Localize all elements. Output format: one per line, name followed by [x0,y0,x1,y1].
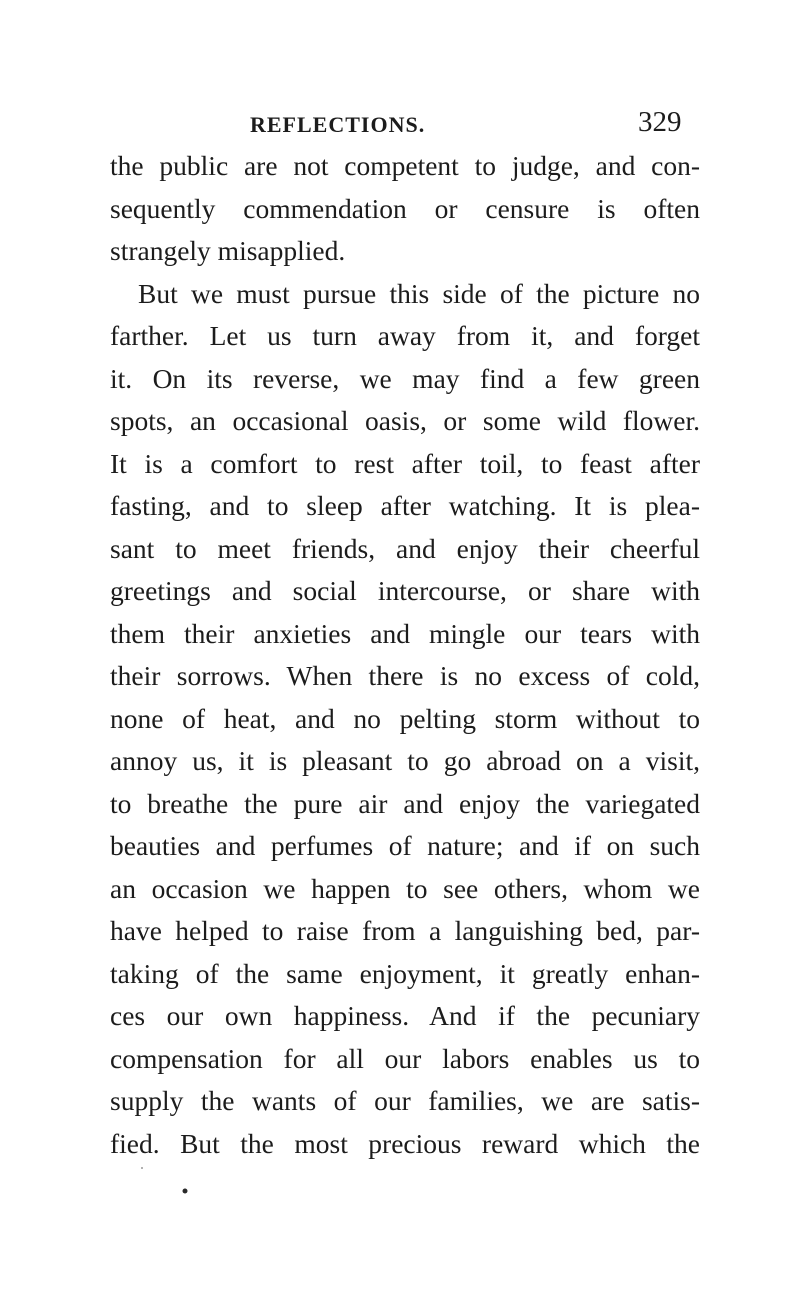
text-line: It is a comfort to rest after toil, to feast after [110,447,700,479]
text-line: beauties and perfumes of nature; and if on such [110,830,700,861]
text-line: them their anxieties and mingle our tears with [110,617,700,649]
text-line: strangely misapplied. [110,235,346,266]
text-line: spots, an occasional oasis, or some wild flower. [110,405,700,436]
text-line: to breathe the pure air and enjoy the variegated [110,787,700,819]
text-line: farther. Let us turn away from it, and forget [110,320,700,351]
text-line: compensation for all our labors enables us to [110,1042,700,1074]
ink-speck [141,1167,143,1169]
text-line: their sorrows. When there is no excess of cold, [110,660,700,691]
text-line: have helped to raise from a languishing bed, par- [110,915,700,946]
text-line: ces our own happiness. And if the pecuniary [110,1000,700,1031]
text-line: taking of the same enjoyment, it greatly enhan- [110,957,700,989]
text-line: none of heat, and no pelting storm without to [110,702,700,734]
page-number: 329 [638,106,682,138]
text-line: sant to meet friends, and enjoy their cheerful [110,532,700,564]
text-line: annoy us, it is pleasant to go abroad on a visit, [110,745,700,776]
ink-speck [183,1189,188,1194]
text-line: the public are not competent to judge, and con- [110,150,700,181]
text-line: it. On its reverse, we may find a few green [110,362,700,394]
text-line: But we must pursue this side of the picture no [138,277,700,309]
running-head: REFLECTIONS. [250,112,426,137]
text-line: sequently commendation or censure is often [110,192,700,224]
text-line: supply the wants of our families, we are satis- [110,1085,700,1116]
text-line: fasting, and to sleep after watching. It is plea- [110,490,700,521]
text-line: greetings and social intercourse, or share with [110,575,700,606]
text-line: an occasion we happen to see others, whom we [110,872,700,904]
text-line: fied. But the most precious reward which the [110,1127,700,1159]
body-text [110,145,700,1165]
